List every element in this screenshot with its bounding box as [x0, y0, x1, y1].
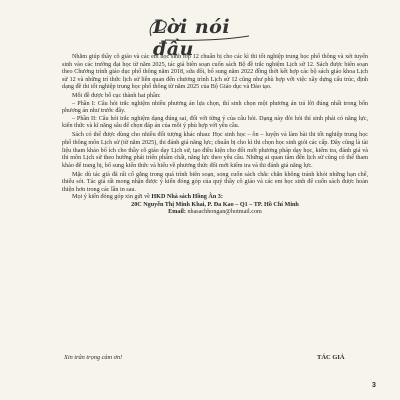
- preface-body: [62, 54, 368, 217]
- email-address: nhasachhongan@hotmail.com: [185, 209, 262, 216]
- email-label: Email:: [168, 209, 186, 216]
- contact-lead: Mọi ý kiến đóng góp xin gửi về: [72, 194, 152, 201]
- publisher-name: HKD Nhà sách Hồng Ân 3:: [151, 194, 223, 201]
- page-title: Lời nói đầu: [153, 16, 231, 60]
- author-signature: TÁC GIẢ: [317, 354, 345, 361]
- paragraph-part-2: – Phần II: Câu hỏi trắc nghiệm dạng đúng sai, đối với từng ý của câu hỏi. Dạng này đòi hỏi thí sinh phải có năng lực, kiến thức và kĩ năng sâu để chọn đáp án của mỗi ý phù hợp với yêu cầu.: [62, 115, 368, 130]
- email-line: [62, 209, 368, 217]
- publisher-address: 20C Nguyễn Thị Minh Khai, P. Đa Kao – Q1 – TP. Hồ Chí Minh: [131, 201, 299, 208]
- paragraph-structure: Mỗi đề được bố cục thành hai phần:: [72, 93, 161, 100]
- contact-line: [62, 194, 368, 202]
- paragraph-part-1: – Phần I: Câu hỏi trắc nghiệm nhiều phương án lựa chọn, thí sinh chọn một phương án trả lời đúng nhất trong bốn phương án như trước đây.: [62, 100, 368, 115]
- closing-thanks: Xin trân trọng cảm ơn!: [64, 354, 123, 361]
- page-heading: [145, 14, 255, 60]
- paragraph-intro: Nhằm giúp thầy cô giáo và các em học sinh lớp 12 chuẩn bị cho các kì thi tốt nghiệp trung học phổ thông và xét tuyển sinh vào các trường đại học từ năm 2025, tác giả biên soạn cuốn sách Bộ đề trắc nghiệm Lịch sử 12. Sách được biên soạn theo Chương trình giáo dục phổ thông năm 2018, sửa đổi, bổ sung năm 2022 đồng thời kết hợp các bộ sách giáo khoa Lịch sử 12 và những trí thức lịch sử liên quan đến chương trình Lịch sử 12 cũng như phù hợp với việc xây dựng cấu trúc, định dạng đề thi tốt nghiệp trung học phổ thông từ năm 2025 của Bộ Giáo dục và Đào tạo.: [62, 54, 368, 91]
- page-number: 3: [372, 382, 376, 389]
- paragraph-feedback: Mặc dù tác giả đã rất cố gắng trong quá trình biên soạn, song cuốn sách chắc chắn không tránh khỏi những hạn chế, thiếu sót. Tác giả rất mong nhận được ý kiến đóng góp của quý thầy cô giáo và các em học sinh để cuốn sách được hoàn thiện hơn trong các lần in sau.: [62, 171, 368, 193]
- paragraph-audience: Sách có thể được dùng cho nhiều đối tượng khác nhau: Học sinh học – ôn – luyện và làm bài thi tốt nghiệp trung học phổ thông môn Lịch sử (từ năm 2025), thi đánh giá năng lực; chuẩn bị cho kì thi chọn học sinh giỏi các cấp. Đây cũng là tài liệu tham khảo bổ ích cho thầy cô giáo dạy Lịch sử, tạo điều kiện cho đổi mới phương pháp dạy học, kiểm tra, đánh giá và thi môn Lịch sử theo hướng phát triển phẩm chất, năng lực theo yêu cầu. Những ai quan tâm đến lịch sử cũng có thể tham khảo để trang bị, bổ sung kiến thức và hiểu về phương thức đổi mới kiểm tra và thi đánh giá năng lực.: [62, 132, 368, 169]
